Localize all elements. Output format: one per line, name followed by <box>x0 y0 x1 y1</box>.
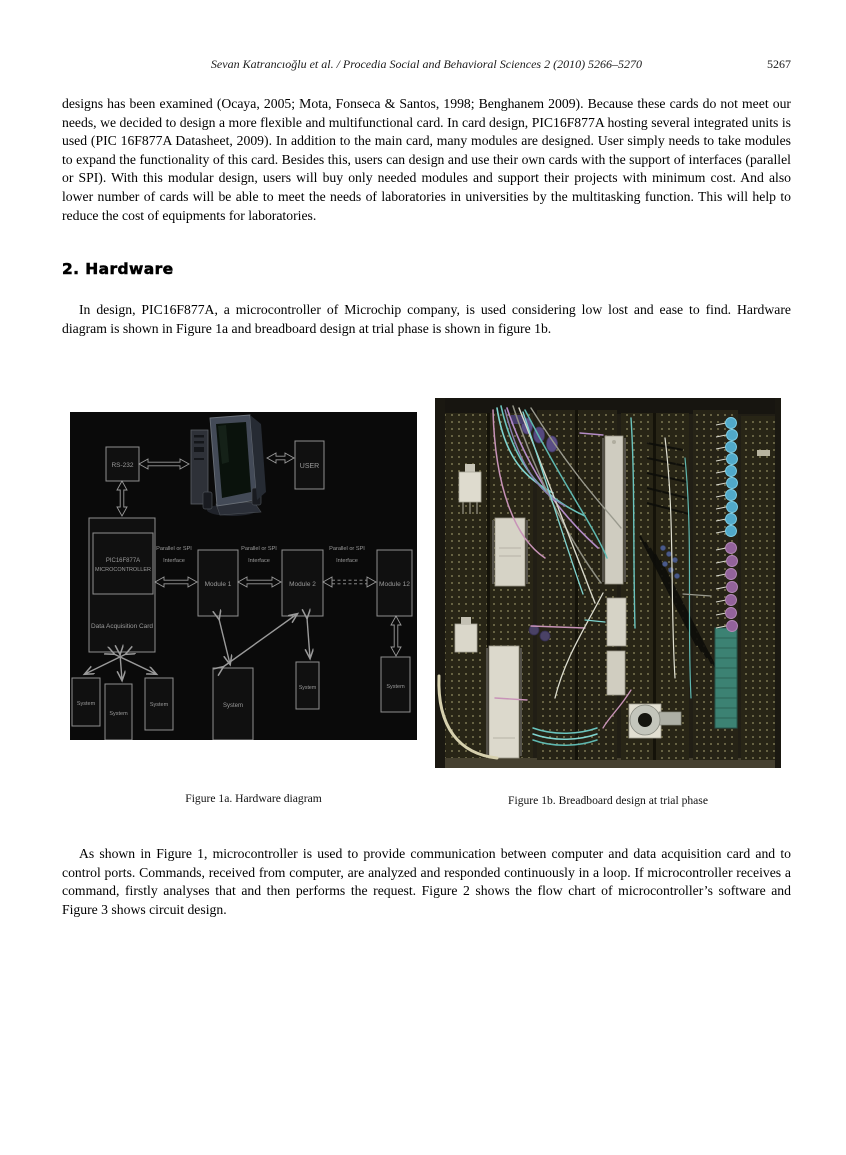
user-label: USER <box>299 463 320 470</box>
figure-1a-caption: Figure 1a. Hardware diagram <box>185 792 322 805</box>
paragraph-figure-discussion: As shown in Figure 1, microcontroller is used to provide communication between computer and data acquisition card and to control ports. Commands, received from computer, are analyzed and responded continuously in a loop. If microcontroller receives a command, firstly analyses that and then performs the request. Figure 2 shows the flow chart of microcontroller’s software and Figure 3 shows circuit design. <box>62 846 791 917</box>
system-label: System <box>149 702 169 708</box>
system-label: System <box>76 701 96 707</box>
interface3-label-line2: Interface <box>336 558 358 564</box>
computer-graphic <box>191 415 266 516</box>
paragraph-intro-continued: designs has been examined (Ocaya, 2005; Mota, Fonseca & Santos, 1998; Benghanem 2009). Because these cards do not meet our needs, we decided to design a more flexible and multifunctional card. In card design, PIC16F877A hosting several integrated units is used (PIC 16F877A Datasheet, 2009). In addition to the main card, many modules are designed. User simply needs to take modules to expand the functionality of this card. Besides this, users can design and use their own cards with the support of interfaces (parallel or SPI). With this modular design, users will buy only needed modules and support their projects with minimum cost. And also lower number of cards will be able to meet the needs of laboratories in universities by the multitasking function. This will help to reduce the cost of equipments for laboratories. <box>62 96 791 223</box>
module2-label: Module 2 <box>289 581 316 588</box>
system-label: System <box>222 703 244 709</box>
figure-1a-hardware-diagram <box>70 412 417 740</box>
module12-label: Module 12 <box>379 581 411 588</box>
paragraph-hardware-intro: In design, PIC16F877A, a microcontroller of Microchip company, is used considering low lost and ease to find. Hardware diagram is shown in Figure 1a and breadboard design at trial phase is shown in figure 1b. <box>62 302 791 336</box>
interface1-label-line2: Interface <box>163 558 185 564</box>
interface2-label-line1: Parallel or SPI <box>241 546 277 552</box>
figure-1b-breadboard-photo <box>435 398 781 768</box>
running-title: Sevan Katrancıoğlu et al. / Procedia Social and Behavioral Sciences 2 (2010) 5266–5270 <box>210 57 643 71</box>
module1-label: Module 1 <box>204 581 232 588</box>
system-label: System <box>109 711 128 717</box>
hardware-diagram-svg <box>70 412 417 740</box>
mcu-label-line2: MICROCONTROLLER <box>95 567 152 573</box>
system-label: System <box>386 684 405 690</box>
page-number: 5267 <box>767 57 791 71</box>
mcu-label-line1: PIC16F877A <box>105 558 141 564</box>
data-acquisition-card-label: Data Acquisition Card <box>91 623 154 630</box>
system-label: System <box>298 685 317 691</box>
breadboard-photo-svg <box>435 398 781 768</box>
interface2-label-line2: Interface <box>248 558 270 564</box>
interface3-label-line1: Parallel or SPI <box>329 546 365 552</box>
rs232-label: RS-232 <box>111 462 134 469</box>
interface1-label-line1: Parallel or SPI <box>156 546 192 552</box>
section-heading-hardware: 2. Hardware <box>62 260 174 278</box>
figure-1b-caption: Figure 1b. Breadboard design at trial phase <box>508 794 708 807</box>
